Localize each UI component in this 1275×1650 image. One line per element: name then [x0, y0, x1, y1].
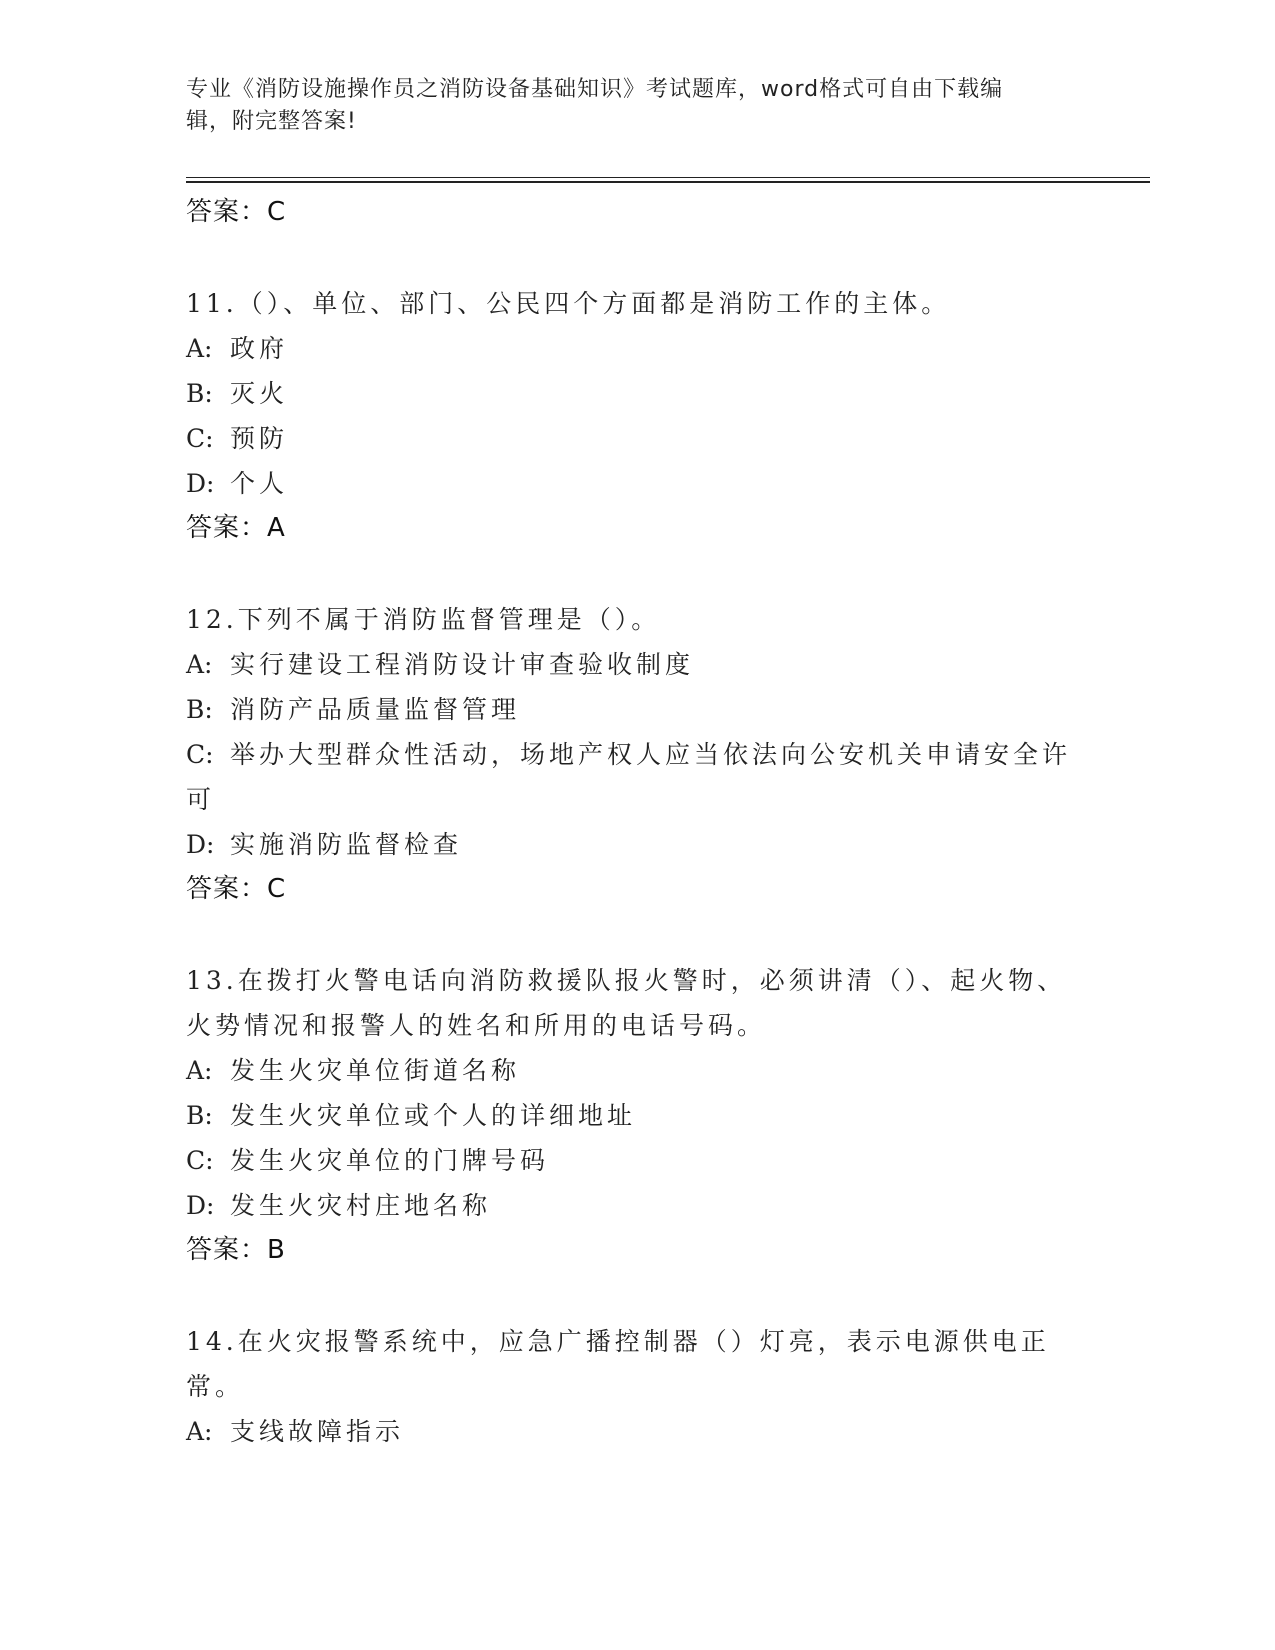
option-text: 灭火: [230, 379, 289, 408]
option-letter: C:: [186, 1146, 214, 1175]
option-b: [186, 1093, 1086, 1138]
question-text: 12.下列不属于消防监督管理是（）。: [186, 605, 661, 634]
option-text: 发生火灾单位街道名称: [230, 1056, 521, 1085]
option-a: [186, 1409, 1086, 1454]
option-a: [186, 1048, 1086, 1093]
option-d: [186, 1183, 1086, 1228]
option-text: 消防产品质量监督管理: [230, 695, 521, 724]
answer-line: 答案：C: [186, 874, 287, 904]
question-block: [186, 1319, 1086, 1454]
spacer: [186, 1273, 1086, 1319]
option-letter: A:: [186, 1056, 213, 1085]
option-text: 举办大型群众性活动，场地产权人应当依法向公安机关申请安全许可: [186, 740, 1072, 814]
answer-line: 答案：B: [186, 1235, 286, 1265]
question-text: 11.（）、单位、部门、公民四个方面都是消防工作的主体。: [186, 289, 951, 318]
document-header: [186, 74, 1066, 138]
option-letter: D:: [186, 1191, 215, 1220]
option-text: 实行建设工程消防设计审查验收制度: [230, 650, 695, 679]
option-letter: A:: [186, 1417, 213, 1446]
spacer: [186, 912, 1086, 958]
question-block: [186, 281, 1086, 551]
option-c: [186, 732, 1086, 822]
header-line-2: 辑，附完整答案!: [186, 109, 357, 134]
option-text: 发生火灾村庄地名称: [230, 1191, 492, 1220]
option-text: 预防: [230, 424, 289, 453]
option-text: 个人: [230, 469, 289, 498]
option-letter: C:: [186, 740, 214, 769]
option-letter: D:: [186, 830, 215, 859]
option-text: 实施消防监督检查: [230, 830, 463, 859]
option-d: [186, 461, 1086, 506]
option-c: [186, 416, 1086, 461]
option-d: [186, 822, 1086, 867]
option-text: 支线故障指示: [230, 1417, 405, 1446]
question-block: [186, 597, 1086, 912]
question-block: [186, 958, 1086, 1273]
question-list: [186, 190, 1086, 1454]
option-letter: B:: [186, 695, 213, 724]
header-line-1: 专业《消防设施操作员之消防设备基础知识》考试题库，word格式可自由下载编: [186, 77, 1004, 102]
option-text: 发生火灾单位的门牌号码: [230, 1146, 550, 1175]
option-a: [186, 642, 1086, 687]
option-a: [186, 326, 1086, 371]
header-divider-thick: [186, 181, 1150, 183]
option-letter: B:: [186, 379, 213, 408]
option-text: 政府: [230, 334, 289, 363]
option-b: [186, 687, 1086, 732]
spacer: [186, 235, 1086, 281]
option-letter: C:: [186, 424, 214, 453]
option-letter: B:: [186, 1101, 213, 1130]
option-text: 发生火灾单位或个人的详细地址: [230, 1101, 637, 1130]
option-letter: A:: [186, 334, 213, 363]
option-letter: A:: [186, 650, 213, 679]
question-text: 13.在拨打火警电话向消防救援队报火警时，必须讲清（）、起火物、火势情况和报警人的姓名和所用的电话号码。: [186, 966, 1067, 1040]
header-divider-thin: [186, 177, 1150, 178]
option-b: [186, 371, 1086, 416]
answer-line: 答案：C: [186, 197, 287, 227]
question-text: 14.在火灾报警系统中，应急广播控制器（）灯亮，表示电源供电正常。: [186, 1327, 1050, 1401]
option-c: [186, 1138, 1086, 1183]
option-letter: D:: [186, 469, 215, 498]
spacer: [186, 551, 1086, 597]
answer-line: 答案：A: [186, 513, 286, 543]
